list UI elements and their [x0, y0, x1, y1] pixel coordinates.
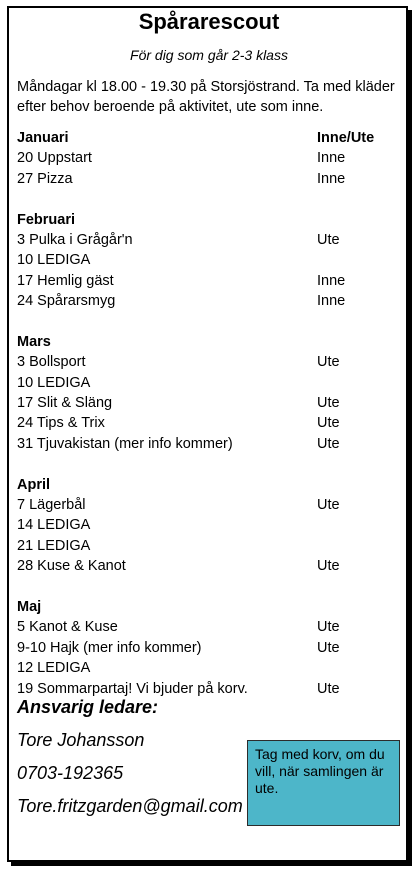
- month-spacer: [17, 454, 397, 474]
- month-name: Maj: [17, 598, 42, 615]
- event-date-activity: 24 Tips & Trix: [17, 415, 105, 432]
- event-date-activity: 12 LEDIGA: [17, 660, 91, 677]
- event-date-activity: 10 LEDIGA: [17, 374, 91, 391]
- leader-phone: 0703-192365: [17, 763, 124, 783]
- event-date-activity: 27 Pizza: [17, 170, 73, 187]
- month-header: [17, 128, 397, 148]
- event-date-activity: 5 Kanot & Kuse: [17, 619, 118, 636]
- schedule-row: [17, 495, 397, 515]
- event-location: Inne: [317, 150, 346, 167]
- schedule-row: [17, 638, 397, 658]
- event-location: Ute: [317, 497, 340, 514]
- event-location: Inne: [317, 272, 346, 289]
- event-location: Ute: [317, 415, 340, 432]
- event-date-activity: 3 Bollsport: [17, 354, 86, 371]
- event-date-activity: 10 LEDIGA: [17, 252, 91, 269]
- month-header: [17, 332, 397, 352]
- leader-email: Tore.fritzgarden@gmail.com: [17, 796, 243, 816]
- schedule-row: [17, 250, 397, 270]
- schedule-row: [17, 148, 397, 168]
- schedule-row: [17, 271, 397, 291]
- event-location: Ute: [317, 395, 340, 412]
- event-date-activity: 19 Sommarpartaj! Vi bjuder på korv.: [17, 680, 248, 697]
- month-header: [17, 210, 397, 230]
- event-location: Ute: [317, 680, 340, 697]
- event-location: Ute: [317, 231, 340, 248]
- month-spacer: [17, 577, 397, 597]
- month-name: Februari: [17, 211, 76, 228]
- month-name: Mars: [17, 333, 51, 350]
- month-name: April: [17, 476, 51, 493]
- schedule-row: [17, 679, 397, 699]
- event-date-activity: 31 Tjuvakistan (mer info kommer): [17, 435, 233, 452]
- schedule-row: [17, 434, 397, 454]
- month-header: [17, 597, 397, 617]
- schedule-row: [17, 352, 397, 372]
- schedule-row: [17, 556, 397, 576]
- event-date-activity: 9-10 Hajk (mer info kommer): [17, 639, 202, 656]
- schedule-row: [17, 230, 397, 250]
- event-location: Ute: [317, 619, 340, 636]
- schedule-row: [17, 515, 397, 535]
- event-date-activity: 24 Spårarsmyg: [17, 293, 116, 310]
- event-location: Inne: [317, 293, 346, 310]
- page-title: Spårarescout: [138, 9, 280, 34]
- month-spacer: [17, 312, 397, 332]
- month-name: Januari: [17, 130, 69, 146]
- leader-heading: Ansvarig ledare:: [17, 697, 159, 717]
- leader-name: Tore Johansson: [17, 730, 145, 750]
- schedule-row: [17, 413, 397, 433]
- schedule-row: [17, 291, 397, 311]
- event-date-activity: 3 Pulka i Grågår'n: [17, 231, 133, 248]
- event-location: Inne: [317, 170, 346, 187]
- event-date-activity: 21 LEDIGA: [17, 537, 91, 554]
- event-location: Ute: [317, 354, 340, 371]
- event-date-activity: 14 LEDIGA: [17, 517, 91, 534]
- event-date-activity: 20 Uppstart: [17, 150, 92, 167]
- frame-shadow-bottom: [11, 862, 412, 866]
- schedule-row: [17, 169, 397, 189]
- intro-text: Måndagar kl 18.00 - 19.30 på Storsjöstrand. Ta med kläder efter behov beroende på aktivitet, ute som inne.: [17, 79, 395, 115]
- event-location: Ute: [317, 558, 340, 575]
- event-date-activity: 7 Lägerbål: [17, 497, 86, 514]
- event-date-activity: 28 Kuse & Kanot: [17, 558, 126, 575]
- note-box: Tag med korv, om du vill, när samlingen är ute.: [247, 740, 400, 826]
- event-date-activity: 17 Slit & Släng: [17, 395, 113, 412]
- month-header: [17, 475, 397, 495]
- page-subtitle: För dig som går 2-3 klass: [130, 47, 288, 63]
- month-spacer: [17, 189, 397, 209]
- event-date-activity: 17 Hemlig gäst: [17, 272, 114, 289]
- location-column-header: Inne/Ute: [317, 130, 375, 146]
- schedule-row: [17, 373, 397, 393]
- schedule-table: [17, 128, 397, 699]
- schedule-row: [17, 617, 397, 637]
- schedule-row: [17, 658, 397, 678]
- schedule-row: [17, 393, 397, 413]
- schedule-row: [17, 536, 397, 556]
- event-location: Ute: [317, 435, 340, 452]
- event-location: Ute: [317, 639, 340, 656]
- frame-shadow-right: [408, 10, 412, 866]
